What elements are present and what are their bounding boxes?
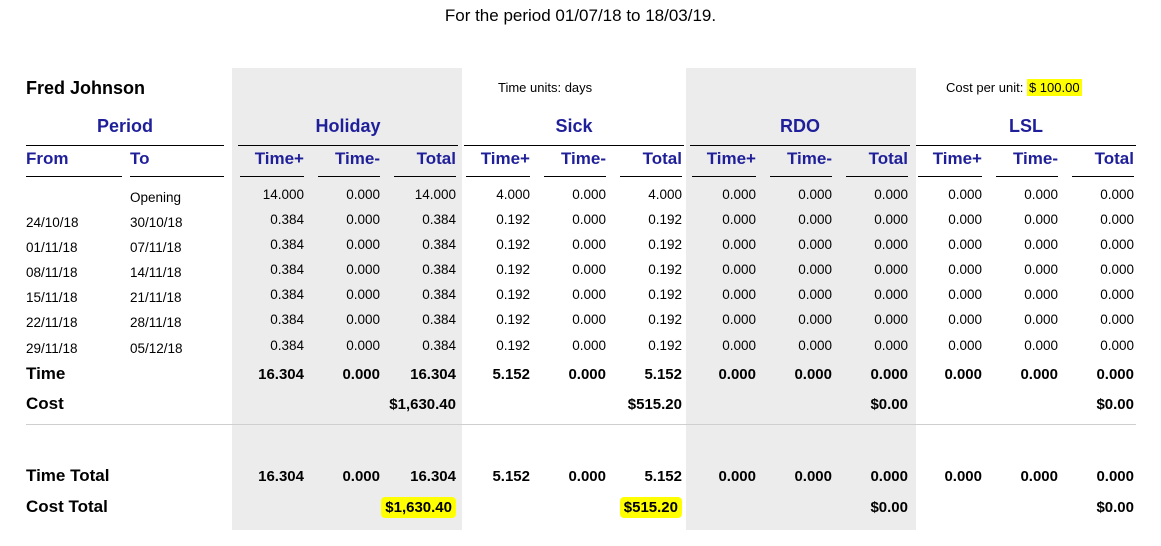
- cost-value-lsl: $0.00: [1096, 396, 1134, 413]
- group-underline: [238, 145, 458, 146]
- cost-cell-rdo: [708, 396, 908, 413]
- table-cell: 0.000: [572, 187, 606, 202]
- table-cell: 0.000: [722, 312, 756, 327]
- table-cell: 0.000: [798, 338, 832, 353]
- table-cell: 0.000: [1024, 187, 1058, 202]
- time-units-label: Time units: days: [498, 80, 593, 95]
- table-cell: 0.000: [572, 237, 606, 252]
- summary-cell: 16.304: [410, 366, 456, 383]
- table-cell: 0.000: [346, 262, 380, 277]
- summary-cell: 5.152: [492, 468, 530, 485]
- column-header-holiday-time-plus: Time+: [254, 149, 304, 168]
- table-cell: 0.000: [1024, 312, 1058, 327]
- table-cell: 0.384: [270, 212, 304, 227]
- table-cell: 0.000: [1024, 212, 1058, 227]
- divider: [26, 424, 1136, 425]
- column-header-lsl-time-minus: Time-: [1012, 149, 1058, 168]
- row-from-date: 29/11/18: [26, 341, 78, 356]
- cost-cell-sick: [482, 499, 682, 516]
- table-cell: 0.192: [648, 287, 682, 302]
- table-cell: 0.000: [346, 287, 380, 302]
- cost-total-label: Cost Total: [26, 497, 108, 516]
- table-cell: 0.384: [270, 312, 304, 327]
- table-cell: 0.000: [948, 287, 982, 302]
- time-total-label: Time Total: [26, 466, 110, 485]
- table-cell: 0.000: [874, 287, 908, 302]
- cost-cell-holiday: [256, 499, 456, 516]
- column-header-holiday-total: Total: [416, 149, 456, 168]
- table-cell: 14.000: [262, 187, 304, 202]
- summary-cell: 0.000: [568, 366, 606, 383]
- group-header-rdo: RDO: [780, 116, 820, 136]
- table-cell: 0.000: [346, 338, 380, 353]
- cost-per-unit: [946, 80, 1082, 95]
- table-cell: 0.000: [722, 287, 756, 302]
- table-cell: 0.000: [572, 312, 606, 327]
- column-underline: [130, 176, 224, 177]
- table-cell: 0.000: [722, 338, 756, 353]
- table-cell: 0.000: [874, 262, 908, 277]
- column-underline: [544, 176, 606, 177]
- table-cell: 0.000: [1100, 237, 1134, 252]
- cost-value-holiday: $1,630.40: [381, 497, 456, 518]
- summary-cell: 0.000: [718, 468, 756, 485]
- summary-cell: 0.000: [944, 468, 982, 485]
- cost-value-rdo: $0.00: [870, 499, 908, 516]
- table-cell: 0.000: [1100, 262, 1134, 277]
- row-from-date: 24/10/18: [26, 215, 79, 230]
- column-underline: [318, 176, 380, 177]
- summary-cell: 0.000: [870, 468, 908, 485]
- row-to-date: 07/11/18: [130, 240, 182, 255]
- table-cell: 0.000: [1100, 187, 1134, 202]
- column-header-lsl-total: Total: [1094, 149, 1134, 168]
- cost-per-unit-value: $ 100.00: [1028, 80, 1080, 95]
- table-cell: 0.000: [874, 212, 908, 227]
- cost-cell-holiday: [256, 396, 456, 413]
- group-header-lsl: LSL: [1009, 116, 1043, 136]
- column-header-sick-time-plus: Time+: [480, 149, 530, 168]
- cost-row-label: Cost: [26, 394, 64, 413]
- summary-cell: 0.000: [794, 366, 832, 383]
- table-cell: 0.384: [270, 287, 304, 302]
- row-to-date: 05/12/18: [130, 341, 183, 356]
- column-header-to: To: [130, 149, 150, 168]
- row-from-date: 15/11/18: [26, 290, 78, 305]
- table-cell: 0.192: [496, 287, 530, 302]
- row-from-date: 08/11/18: [26, 265, 78, 280]
- summary-cell: 16.304: [258, 468, 304, 485]
- table-cell: 0.000: [948, 187, 982, 202]
- table-cell: 0.000: [1100, 287, 1134, 302]
- table-cell: 0.192: [496, 262, 530, 277]
- cost-value-lsl: $0.00: [1096, 499, 1134, 516]
- column-header-sick-total: Total: [642, 149, 682, 168]
- summary-cell: 0.000: [870, 366, 908, 383]
- table-cell: 0.192: [496, 212, 530, 227]
- table-cell: 0.192: [648, 237, 682, 252]
- table-cell: 0.384: [422, 312, 456, 327]
- table-cell: 0.000: [798, 312, 832, 327]
- summary-cell: 0.000: [568, 468, 606, 485]
- group-underline: [464, 145, 684, 146]
- group-underline: [690, 145, 910, 146]
- table-cell: 14.000: [414, 187, 456, 202]
- table-cell: 0.000: [1024, 262, 1058, 277]
- column-underline: [996, 176, 1058, 177]
- column-header-rdo-total: Total: [868, 149, 908, 168]
- table-cell: 0.000: [722, 187, 756, 202]
- group-header-sick: Sick: [555, 116, 593, 136]
- cost-per-unit-label: Cost per unit:: [946, 80, 1024, 95]
- table-cell: 0.384: [270, 237, 304, 252]
- row-from-date: 01/11/18: [26, 240, 78, 255]
- column-underline: [26, 176, 122, 177]
- table-cell: 0.192: [496, 312, 530, 327]
- summary-cell: 5.152: [644, 366, 682, 383]
- table-cell: 0.000: [798, 237, 832, 252]
- column-underline: [918, 176, 982, 177]
- column-underline: [692, 176, 756, 177]
- time-row-label: Time: [26, 364, 66, 383]
- table-cell: 0.000: [798, 287, 832, 302]
- table-cell: 0.000: [874, 187, 908, 202]
- table-cell: 0.192: [648, 212, 682, 227]
- column-header-holiday-time-minus: Time-: [334, 149, 380, 168]
- column-header-rdo-time-plus: Time+: [706, 149, 756, 168]
- summary-cell: 16.304: [258, 366, 304, 383]
- cost-value-holiday: $1,630.40: [389, 396, 456, 413]
- cost-cell-rdo: [708, 499, 908, 516]
- row-from-date: 22/11/18: [26, 315, 78, 330]
- table-cell: 0.384: [422, 262, 456, 277]
- summary-cell: 0.000: [1096, 468, 1134, 485]
- table-cell: 0.000: [722, 237, 756, 252]
- group-underline: [26, 145, 224, 146]
- cost-value-sick: $515.20: [627, 396, 682, 413]
- column-underline: [770, 176, 832, 177]
- table-cell: 0.000: [948, 338, 982, 353]
- row-to-date: Opening: [130, 190, 182, 205]
- table-cell: 0.000: [572, 212, 606, 227]
- cost-value-sick: $515.20: [620, 497, 682, 518]
- table-cell: 0.192: [648, 262, 682, 277]
- column-underline: [620, 176, 682, 177]
- table-cell: 0.000: [874, 237, 908, 252]
- table-cell: 4.000: [648, 187, 682, 202]
- table-cell: 0.000: [1100, 312, 1134, 327]
- table-cell: 0.000: [948, 237, 982, 252]
- column-header-rdo-time-minus: Time-: [786, 149, 832, 168]
- table-cell: 0.192: [496, 338, 530, 353]
- column-underline: [1072, 176, 1134, 177]
- summary-cell: 5.152: [492, 366, 530, 383]
- column-underline: [466, 176, 530, 177]
- cost-cell-lsl: [934, 396, 1134, 413]
- table-cell: 0.000: [798, 212, 832, 227]
- row-to-date: 30/10/18: [130, 215, 183, 230]
- group-header-period: Period: [96, 116, 153, 136]
- summary-cell: 0.000: [342, 468, 380, 485]
- table-cell: 0.000: [1100, 338, 1134, 353]
- table-cell: 0.000: [722, 262, 756, 277]
- table-cell: 0.384: [422, 237, 456, 252]
- table-cell: 0.000: [1024, 237, 1058, 252]
- column-header-from: From: [26, 149, 69, 168]
- table-cell: 0.384: [422, 287, 456, 302]
- table-cell: 0.192: [648, 312, 682, 327]
- cost-cell-sick: [482, 396, 682, 413]
- row-to-date: 14/11/18: [130, 265, 182, 280]
- summary-cell: 0.000: [342, 366, 380, 383]
- table-cell: 0.000: [572, 262, 606, 277]
- summary-cell: 0.000: [1020, 366, 1058, 383]
- table-cell: 0.000: [798, 187, 832, 202]
- summary-cell: 16.304: [410, 468, 456, 485]
- summary-cell: 0.000: [794, 468, 832, 485]
- table-cell: 0.192: [496, 237, 530, 252]
- table-cell: 0.000: [1024, 338, 1058, 353]
- group-underline: [916, 145, 1136, 146]
- column-underline: [394, 176, 456, 177]
- table-cell: 0.000: [874, 338, 908, 353]
- summary-cell: 0.000: [1096, 366, 1134, 383]
- table-cell: 0.384: [270, 262, 304, 277]
- column-underline: [240, 176, 304, 177]
- table-cell: 0.192: [648, 338, 682, 353]
- table-cell: 0.000: [346, 237, 380, 252]
- column-underline: [846, 176, 908, 177]
- cost-value-rdo: $0.00: [870, 396, 908, 413]
- table-cell: 0.000: [1024, 287, 1058, 302]
- row-to-date: 21/11/18: [130, 290, 182, 305]
- table-cell: 0.384: [422, 338, 456, 353]
- row-to-date: 28/11/18: [130, 315, 182, 330]
- period-title: For the period 01/07/18 to 18/03/19.: [444, 6, 717, 25]
- table-cell: 4.000: [496, 187, 530, 202]
- table-cell: 0.384: [270, 338, 304, 353]
- table-cell: 0.000: [572, 338, 606, 353]
- table-cell: 0.000: [948, 312, 982, 327]
- table-cell: 0.384: [422, 212, 456, 227]
- table-cell: 0.000: [572, 287, 606, 302]
- cost-cell-lsl: [934, 499, 1134, 516]
- table-cell: 0.000: [346, 187, 380, 202]
- column-header-sick-time-minus: Time-: [560, 149, 606, 168]
- summary-cell: 0.000: [718, 366, 756, 383]
- group-header-holiday: Holiday: [315, 116, 381, 136]
- employee-name: Fred Johnson: [26, 78, 146, 98]
- table-cell: 0.000: [948, 262, 982, 277]
- table-cell: 0.000: [346, 312, 380, 327]
- table-cell: 0.000: [874, 312, 908, 327]
- table-cell: 0.000: [798, 262, 832, 277]
- column-header-lsl-time-plus: Time+: [932, 149, 982, 168]
- table-cell: 0.000: [346, 212, 380, 227]
- table-cell: 0.000: [722, 212, 756, 227]
- summary-cell: 0.000: [944, 366, 982, 383]
- table-cell: 0.000: [1100, 212, 1134, 227]
- summary-cell: 5.152: [644, 468, 682, 485]
- table-cell: 0.000: [948, 212, 982, 227]
- summary-cell: 0.000: [1020, 468, 1058, 485]
